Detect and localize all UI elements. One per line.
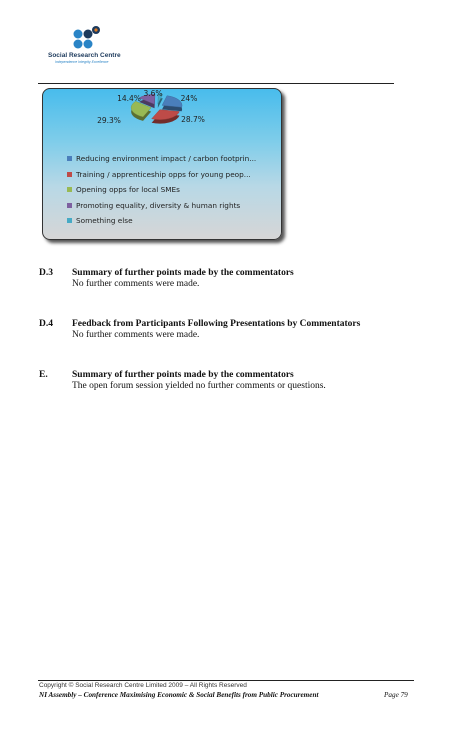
header-rule bbox=[38, 83, 394, 84]
pie-chart-panel bbox=[42, 88, 282, 240]
legend-item bbox=[67, 213, 256, 229]
section-heading: Summary of further points made by the commentators bbox=[72, 268, 294, 278]
section-heading: Feedback from Participants Following Presentations by Commentators bbox=[72, 319, 361, 329]
legend-label: Something else bbox=[76, 216, 133, 226]
footer-rule bbox=[38, 680, 414, 681]
section-number: D.4 bbox=[39, 319, 53, 329]
pie-slice bbox=[162, 96, 182, 108]
section-body: No further comments were made. bbox=[72, 330, 200, 340]
section-body: No further comments were made. bbox=[72, 279, 200, 289]
legend-item bbox=[67, 151, 256, 167]
legend-item bbox=[67, 167, 256, 183]
section-body: The open forum session yielded no further comments or questions. bbox=[72, 381, 326, 391]
legend-swatch bbox=[67, 172, 72, 177]
pie-data-label: 29.3% bbox=[97, 116, 121, 125]
legend-swatch bbox=[67, 203, 72, 208]
legend-item bbox=[67, 182, 256, 198]
pie-data-label: 24% bbox=[180, 94, 198, 103]
footer-copyright: Copyright © Social Research Centre Limited 2009 – All Rights Reserved bbox=[39, 682, 247, 689]
section-number: D.3 bbox=[39, 268, 53, 278]
legend-label: Promoting equality, diversity & human rights bbox=[76, 200, 241, 210]
pie-data-label: 14.4% bbox=[117, 94, 141, 103]
legend-label: Training / apprenticeship opps for young peop... bbox=[76, 169, 251, 179]
pie-data-label: 28.7% bbox=[181, 115, 205, 124]
footer-title: NI Assembly – Conference Maximising Economic & Social Benefits from Public Procurement bbox=[39, 691, 319, 699]
legend-item bbox=[67, 198, 256, 214]
logo-tagline: Independence Integrity Excellence bbox=[55, 60, 109, 64]
section-heading: Summary of further points made by the commentators bbox=[72, 370, 294, 380]
legend-swatch bbox=[67, 156, 72, 161]
legend-label: Opening opps for local SMEs bbox=[76, 185, 180, 195]
section-number: E. bbox=[39, 370, 48, 380]
page-number: Page 79 bbox=[384, 691, 408, 699]
pie-data-label: 3.6% bbox=[143, 89, 163, 98]
chart-legend bbox=[67, 151, 256, 229]
legend-label: Reducing environment impact / carbon footprin... bbox=[76, 154, 257, 164]
pie-chart bbox=[43, 89, 281, 149]
legend-swatch bbox=[67, 218, 72, 223]
legend-swatch bbox=[67, 187, 72, 192]
logo-text: Social Research Centre bbox=[48, 52, 121, 59]
